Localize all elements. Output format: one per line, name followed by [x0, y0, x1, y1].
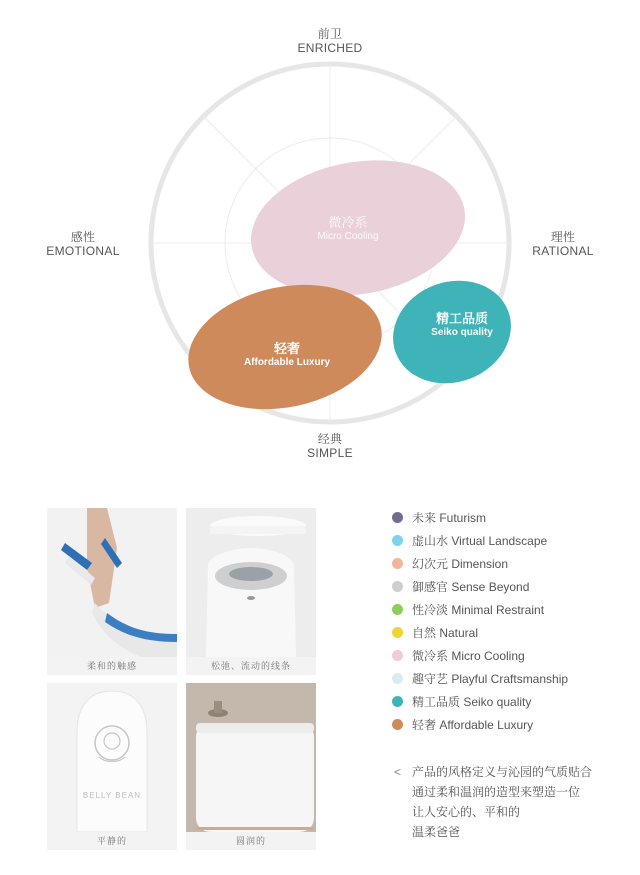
legend-item — [392, 667, 632, 690]
axis-right-cn: 理性 — [550, 230, 576, 244]
blob-seiko-quality-cn: 精工品质 — [435, 311, 488, 326]
rounded-device-image — [186, 683, 316, 832]
legend-item — [392, 552, 632, 575]
blob-seiko-quality-en: Seiko quality — [431, 327, 493, 338]
legend-label: 趣守艺 Playful Craftsmanship — [412, 672, 569, 686]
axis-left-en: EMOTIONAL — [46, 244, 120, 258]
blob-micro-cooling-en: Micro Cooling — [317, 231, 379, 242]
photo-caption-calm: 平静的 — [47, 832, 177, 850]
legend-item — [392, 690, 632, 713]
note-line-4: 温柔爸爸 — [412, 825, 461, 839]
legend-label: 御感官 Sense Beyond — [412, 580, 530, 594]
axis-label-right — [520, 230, 606, 258]
style-note — [392, 762, 632, 842]
humidifier-top-image — [186, 508, 316, 657]
belly-bean-brand-text: BELLY BEAN — [82, 791, 142, 800]
axis-bottom-en: SIMPLE — [307, 446, 353, 460]
legend-item — [392, 529, 632, 552]
legend-dot-icon — [392, 512, 403, 523]
legend-label: 性冷淡 Minimal Restraint — [412, 603, 545, 617]
axis-label-bottom — [280, 432, 380, 460]
axis-top-en: ENRICHED — [297, 41, 363, 55]
legend-item — [392, 506, 632, 529]
photo-caption-flowing-lines: 松弛、流动的线条 — [186, 657, 316, 675]
axis-top-cn: 前卫 — [317, 27, 343, 41]
photo-robot-hand — [47, 508, 177, 675]
legend-dot-icon — [392, 650, 403, 661]
chevron-left-icon: < — [394, 765, 402, 779]
photo-caption-soft-touch: 柔和的触感 — [47, 657, 177, 675]
legend-dot-icon — [392, 696, 403, 707]
legend-item — [392, 621, 632, 644]
legend-label: 微冷系 Micro Cooling — [412, 649, 525, 663]
legend-dot-icon — [392, 604, 403, 615]
photo-rounded-device — [186, 683, 316, 850]
photo-belly-bean — [47, 683, 177, 850]
axis-bottom-cn: 经典 — [317, 432, 343, 446]
blob-label-affordable-luxury — [232, 342, 342, 370]
legend-item — [392, 575, 632, 598]
belly-bean-image — [47, 683, 177, 832]
photo-caption-rounded: 圆润的 — [186, 832, 316, 850]
legend-label: 幻次元 Dimension — [412, 557, 509, 571]
legend-item — [392, 644, 632, 667]
legend-dot-icon — [392, 581, 403, 592]
legend-label: 轻奢 Affordable Luxury — [412, 718, 534, 732]
legend-dot-icon — [392, 719, 403, 730]
legend-label: 自然 Natural — [412, 626, 479, 640]
blob-micro-cooling-cn: 微冷系 — [328, 215, 368, 230]
note-line-2: 通过柔和温润的造型来塑造一位 — [412, 785, 581, 799]
blob-affordable-luxury-cn: 轻奢 — [273, 341, 300, 356]
axis-right-en: RATIONAL — [532, 244, 594, 258]
legend-label: 精工品质 Seiko quality — [412, 695, 532, 709]
legend-label: 未来 Futurism — [412, 511, 487, 525]
axis-label-left — [40, 230, 126, 258]
legend-dot-icon — [392, 673, 403, 684]
blob-affordable-luxury-en: Affordable Luxury — [243, 357, 331, 368]
axis-label-top — [280, 27, 380, 55]
legend-dot-icon — [392, 535, 403, 546]
legend-label: 虚山水 Virtual Landscape — [412, 534, 548, 548]
blob-label-seiko-quality — [414, 312, 510, 340]
legend-dot-icon — [392, 627, 403, 638]
robot-hand-image — [47, 508, 177, 657]
note-line-3: 让人安心的、平和的 — [412, 805, 521, 819]
legend-item — [392, 598, 632, 621]
note-line-1: 产品的风格定义与沁园的气质贴合 — [412, 765, 593, 779]
style-legend — [392, 506, 632, 736]
blob-label-micro-cooling — [298, 216, 398, 244]
legend-dot-icon — [392, 558, 403, 569]
photo-humidifier-top — [186, 508, 316, 675]
axis-left-cn: 感性 — [70, 230, 96, 244]
legend-item — [392, 713, 632, 736]
